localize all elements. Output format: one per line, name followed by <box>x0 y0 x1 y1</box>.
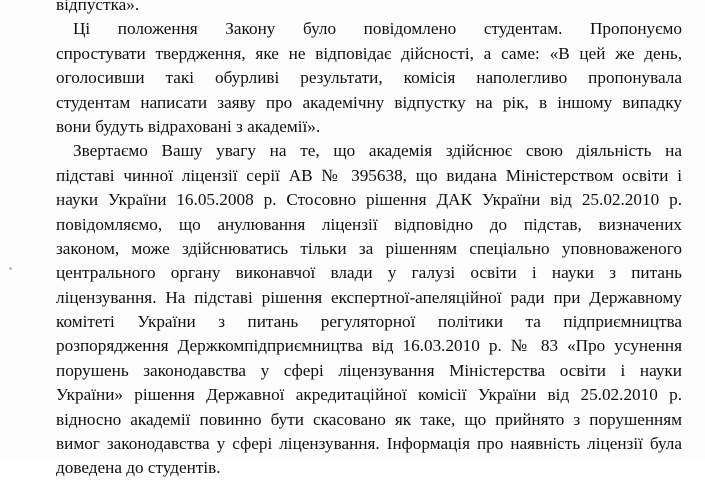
text-line: студентам написати заяву про академічну відпустку на рік, в іншому випадку <box>56 92 682 112</box>
text-line: вони будуть відраховані з академії». <box>56 116 321 136</box>
text-line: законом, може здійснюватись тільки за рішенням спеціально уповноваженого <box>56 238 682 258</box>
text-line: повідомляємо, що анулювання ліцензії відповідно до підстав, визначених <box>56 214 682 234</box>
text-line: відпустка». <box>56 0 140 14</box>
paragraph-first-line: Ці положення Закону було повідомлено студентам. Пропонуємо <box>73 19 682 39</box>
text-line: ліцензування. На підставі рішення експертної-апеляційної ради при Державному <box>56 287 682 307</box>
text-line: спростувати твердження, яке не відповідає дійсності, а саме: «В цей же день, <box>56 43 682 63</box>
text-line: науки України 16.05.2008 р. Стосовно рішення ДАК України від 25.02.2010 р. <box>56 190 682 210</box>
text-line: розпорядження Держкомпідприємництва від 16.03.2010 р. № 83 «Про усунення <box>56 336 682 356</box>
text-line: порушень законодавства у сфері ліцензування Міністерства освіти і науки <box>56 360 682 380</box>
scan-speck <box>9 267 12 270</box>
text-line: доведена до студентів. <box>56 458 221 478</box>
text-line: вимог законодавства у сфері ліцензування. Інформація про наявність ліцензії була <box>56 434 682 454</box>
document-body <box>56 0 682 481</box>
paragraph-first-line: Звертаємо Вашу увагу на те, що академія здійснює свою діяльність на <box>73 141 682 161</box>
text-line: відносно академії повинно бути скасовано як таке, що прийнято з порушенням <box>56 409 682 429</box>
text-line: оголосивши такі обурливі результати, комісія наполегливо пропонувала <box>56 68 682 88</box>
text-line: центрального органу виконавчої влади у галузі освіти і науки з питань <box>56 263 682 283</box>
text-line: підставі чинної ліцензії серії АВ № 395638, що видана Міністерством освіти і <box>56 165 682 185</box>
text-line: комітеті України з питань регуляторної політики та підприємництва <box>56 312 682 332</box>
text-line: України» рішення Державної акредитаційної комісії України від 25.02.2010 р. <box>56 385 682 405</box>
